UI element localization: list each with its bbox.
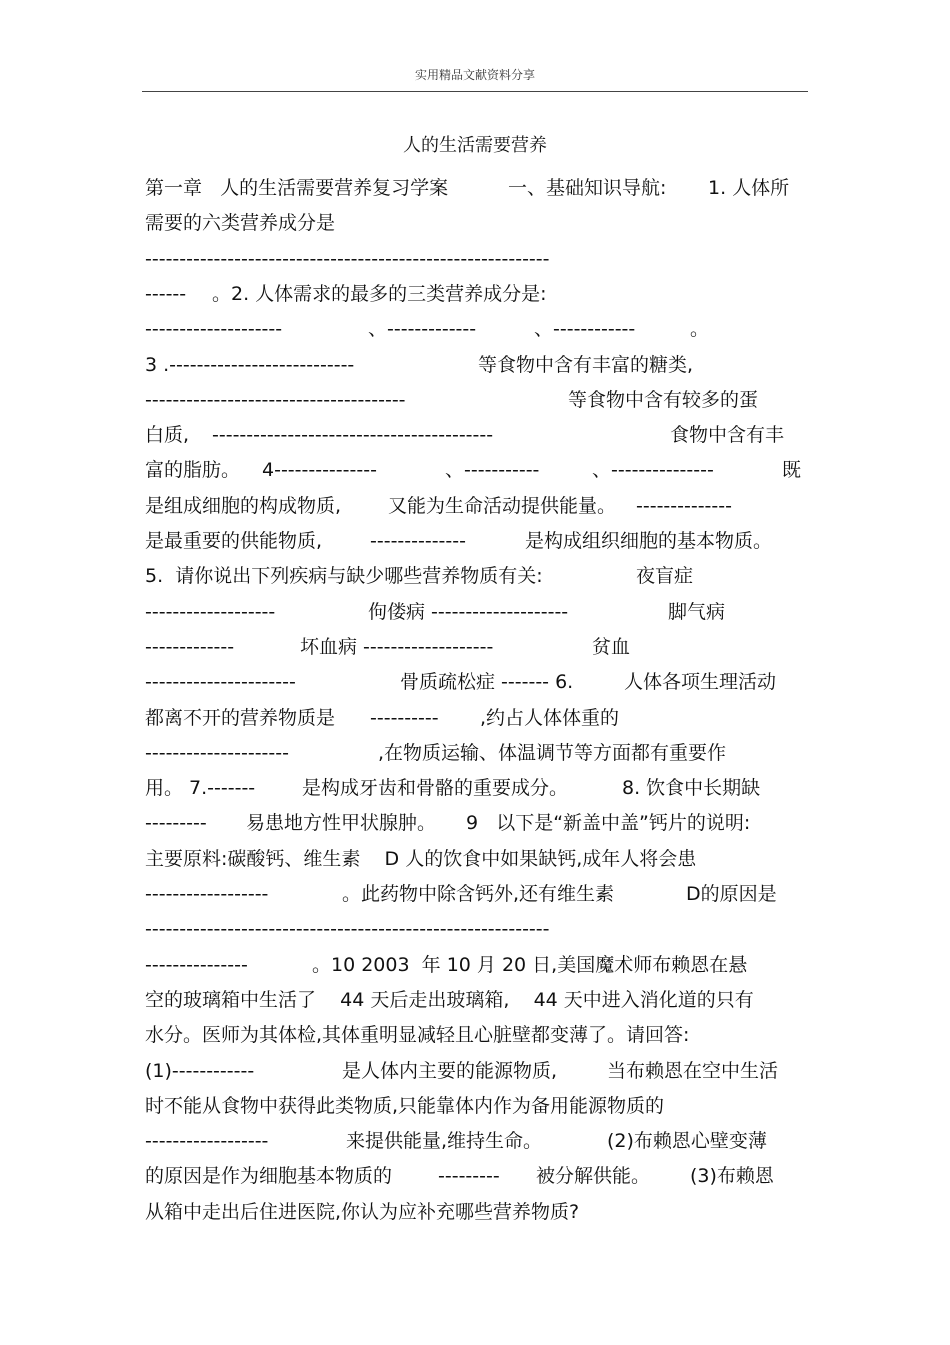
body-text-segment: 都离不开的营养物质是 [145, 706, 336, 729]
body-text-segment: ------ [145, 282, 187, 305]
body-text-segment: 空的玻璃箱中生活了 44 天后走出玻璃箱, 44 天中进入消化道的只有 [145, 988, 754, 1011]
body-text-segment: ------------------ [145, 1130, 269, 1153]
page-header-text: 实用精品文献资料分享 [414, 68, 535, 82]
body-text-segment: ,约占人体体重的 [480, 706, 620, 729]
body-text-segment: D的原因是 [686, 883, 777, 905]
body-text-segment: (1)------------ [145, 1059, 255, 1082]
body-text-segment: 。10 2003 年 10 月 20 日,美国魔术师布赖恩在悬 [312, 953, 748, 976]
body-text-segment: 8. 饮食中长期缺 [622, 777, 761, 800]
body-text-segment: 是人体内主要的能源物质, [342, 1059, 558, 1082]
body-text-segment: 是组成细胞的构成物质, [145, 494, 342, 517]
body-text-segment: 的原因是作为细胞基本物质的 [145, 1165, 393, 1188]
body-text-segment: --------------------- [145, 741, 289, 764]
body-text-segment: 水分。医师为其体检,其体重明显减轻且心脏壁都变薄了。请回答: [145, 1024, 690, 1047]
body-text-segment: 1. 人体所 [708, 177, 790, 199]
body-text-segment: 又能为生命活动提供能量。 [388, 494, 617, 517]
body-text-segment: ----------------------------------------------------------- [145, 247, 550, 270]
body-text-segment: 、------------- [368, 318, 477, 341]
body-text-segment: 是最重要的供能物质, [145, 530, 323, 552]
body-text-segment: 白质, [145, 424, 190, 447]
body-text-segment: 9 以下是“新盖中盖”钙片的说明: [466, 812, 751, 835]
body-text-segment: -------------- [636, 494, 732, 517]
body-text-segment: --------- [145, 812, 207, 835]
body-text-segment: ---------- [370, 706, 439, 729]
body-text-segment: 5. 请你说出下列疾病与缺少哪些营养物质有关: [145, 565, 543, 588]
body-text-segment: 一、基础知识导航: [508, 177, 667, 199]
body-text-segment: 是构成组织细胞的基本物质。 [525, 530, 773, 552]
body-text-segment: 时不能从食物中获得此类物质,只能靠体内作为备用能源物质的 [145, 1094, 665, 1117]
body-text-segment: 富的脂肪。 [145, 459, 241, 482]
body-text-segment: 易患地方性甲状腺肿。 [246, 812, 437, 835]
body-text-segment: ----------------------------------------------------------- [145, 918, 550, 941]
body-text-segment: ----------------------------------------- [212, 424, 494, 447]
body-text-segment: 脚气病 [668, 600, 726, 623]
body-text-segment: 既 [782, 459, 802, 482]
body-text-segment: 被分解供能。 [536, 1165, 651, 1188]
body-text-segment: 食物中含有丰 [670, 424, 785, 447]
body-text-segment: 等食物中含有丰富的糖类, [478, 353, 694, 376]
body-text-segment: (2)布赖恩心壁变薄 [607, 1130, 767, 1153]
body-text-segment: 、--------------- [592, 459, 714, 482]
body-text-segment: 坏血病 ------------------- [300, 635, 494, 658]
body-text-segment: 主要原料:碳酸钙、维生素 D 人的饮食中如果缺钙,成年人将会患 [145, 847, 697, 870]
body-text-segment: 从箱中走出后住进医院,你认为应补充哪些营养物质? [145, 1200, 580, 1223]
body-text-segment: 。此药物中除含钙外,还有维生素 [342, 883, 615, 905]
body-text-segment: ------------- [145, 635, 235, 658]
body-text-segment: 用。 7.------- [145, 777, 256, 800]
body-text-segment: 当布赖恩在空中生活 [607, 1059, 779, 1082]
body-text-segment: 夜盲症 [636, 565, 694, 588]
body-text-segment: -------------------------------------- [145, 388, 406, 411]
body-text-segment: 人体各项生理活动 [624, 671, 777, 694]
body-text-segment: 贫血 [592, 635, 631, 658]
body-text-segment: 。2. 人体需求的最多的三类营养成分是: [212, 282, 547, 305]
body-text-segment: (3)布赖恩 [690, 1165, 774, 1188]
body-text-segment: 佝偻病 -------------------- [368, 600, 569, 623]
body-text-segment: ,在物质运输、体温调节等方面都有重要作 [378, 741, 727, 764]
body-text-segment: 4--------------- [262, 459, 377, 482]
body-text-segment: ---------------------- [145, 671, 296, 694]
body-text-segment: 来提供能量,维持生命。 [346, 1130, 543, 1153]
body-text-segment: 需要的六类营养成分是 [145, 212, 336, 235]
header-divider [142, 91, 808, 92]
body-text-segment: 骨质疏松症 ------- 6. [400, 671, 574, 694]
body-text-segment: 第一章 人的生活需要营养复习学案 [145, 177, 449, 199]
body-text-segment: -------------------- [145, 318, 283, 341]
body-text-segment: --------------- [145, 953, 248, 976]
body-text-segment: 3 .--------------------------- [145, 353, 355, 376]
body-text-segment: 等食物中含有较多的蛋 [568, 388, 759, 411]
body-text-segment: 、------------ [534, 318, 636, 341]
body-text-segment: ------------------ [145, 883, 269, 905]
body-text-segment: -------------- [370, 530, 466, 552]
document-title: 人的生活需要营养 [403, 135, 547, 156]
body-text-segment: 。 [690, 318, 710, 341]
body-text-segment: ------------------- [145, 600, 276, 623]
body-text-segment: --------- [438, 1165, 500, 1188]
body-text-segment: 、----------- [445, 459, 540, 482]
body-text-segment: 是构成牙齿和骨骼的重要成分。 [302, 777, 569, 800]
